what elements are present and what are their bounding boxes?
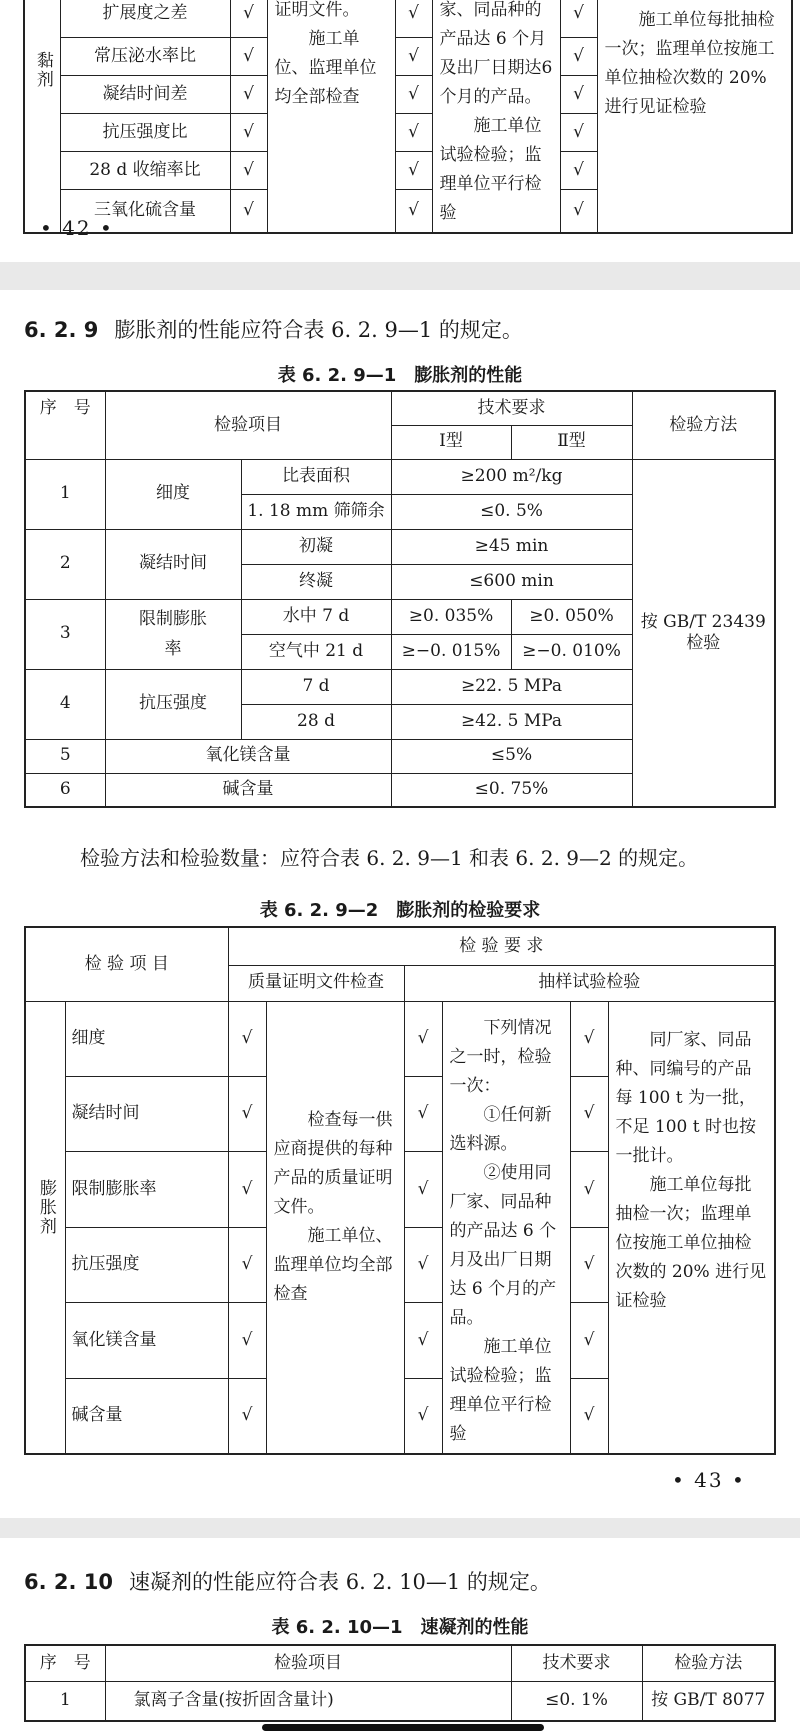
row-req-type1: ≥0. 035% [391, 599, 511, 634]
table-cell: 抗压强度比 [60, 113, 230, 151]
row-item: 抗压强度 [105, 669, 241, 739]
table-cell: 氧化镁含量 [65, 1303, 228, 1378]
check-mark: √ [395, 113, 432, 151]
header-cert: 质量证明文件检查 [228, 965, 404, 1001]
check-mark: √ [230, 151, 267, 189]
header-method: 检验方法 [632, 391, 775, 459]
header-requirement: 检 验 要 求 [228, 927, 775, 965]
check-mark: √ [560, 76, 597, 114]
row-req: ≥200 m²/kg [391, 459, 632, 494]
header-type2: Ⅱ型 [511, 425, 632, 459]
table-cell: 抗压强度 [65, 1227, 228, 1302]
check-mark: √ [228, 1227, 266, 1302]
row-item: 凝结时间 [105, 529, 241, 599]
header-item: 检验项目 [105, 1645, 511, 1681]
inspection-table [24, 926, 776, 1455]
header-item: 检 验 项 目 [25, 927, 228, 1001]
method-cell: 按 GB/T 23439 检验 [632, 459, 775, 807]
table-caption: 表 6. 2. 10—1 速凝剂的性能 [271, 1617, 529, 1638]
row-sub: 终凝 [241, 564, 391, 599]
table-cell: 碱含量 [65, 1378, 228, 1453]
table-caption: 表 6. 2. 9—2 膨胀剂的检验要求 [259, 900, 541, 921]
page42-side-label: 黏剂 [24, 0, 60, 233]
table-cell: 扩展度之差 [60, 0, 230, 38]
row-item: 细度 [105, 459, 241, 529]
row-no: 1 [25, 459, 105, 529]
header-requirement: 技术要求 [391, 391, 632, 425]
row-item: 碱含量 [105, 773, 391, 807]
section-number: 6. 2. 9 [24, 318, 99, 342]
check-mark: √ [404, 1303, 442, 1378]
table-cell: 限制膨胀率 [65, 1152, 228, 1227]
page-43 [0, 290, 800, 1518]
table-cell: 三氧化硫含量 [60, 189, 230, 233]
row-req: ≥45 min [391, 529, 632, 564]
check-mark: √ [404, 1001, 442, 1076]
check-mark: √ [228, 1378, 266, 1453]
table-cell: 凝结时间 [65, 1076, 228, 1151]
row-sub: 1. 18 mm 筛筛余 [241, 494, 391, 529]
cert-cell: 检查每一供应商提供的每种产品的质量证明文件。 施工单位、监理单位均全部检查 [266, 1001, 404, 1454]
row-req: ≤0. 1% [511, 1681, 642, 1721]
row-req-type1: ≥−0. 015% [391, 634, 511, 669]
check-mark: √ [230, 38, 267, 76]
check-mark: √ [570, 1303, 608, 1378]
row-item: 氧化镁含量 [105, 739, 391, 773]
page42-sample-cell: 家、同品种的产品达 6 个月及出厂日期达6 个月的产品。 施工单位试验检验；监理单位平行检验 [432, 0, 560, 233]
row-req: ≤600 min [391, 564, 632, 599]
check-mark: √ [404, 1227, 442, 1302]
row-req: ≤0. 75% [391, 773, 632, 807]
header-sample: 抽样试验检验 [404, 965, 775, 1001]
header-type1: Ⅰ型 [391, 425, 511, 459]
section-heading [24, 1566, 551, 1596]
row-no: 2 [25, 529, 105, 599]
row-req-type2: ≥0. 050% [511, 599, 632, 634]
page-44 [0, 1538, 800, 1731]
row-no: 5 [25, 739, 105, 773]
paragraph: 检验方法和检验数量：应符合表 6. 2. 9—1 和表 6. 2. 9—2 的规定。 [80, 846, 699, 870]
row-sub: 28 d [241, 704, 391, 739]
row-req: ≥42. 5 MPa [391, 704, 632, 739]
check-mark: √ [404, 1152, 442, 1227]
check-mark: √ [228, 1303, 266, 1378]
check-mark: √ [395, 151, 432, 189]
check-mark: √ [230, 76, 267, 114]
check-mark: √ [404, 1378, 442, 1453]
check-mark: √ [230, 189, 267, 233]
check-mark: √ [570, 1378, 608, 1453]
page-number: • 43 • [672, 1468, 746, 1492]
check-mark: √ [228, 1076, 266, 1151]
check-mark: √ [230, 113, 267, 151]
section-heading [24, 314, 523, 344]
row-no: 3 [25, 599, 105, 669]
header-no: 序 号 [25, 1645, 105, 1681]
check-mark: √ [230, 0, 267, 38]
row-req: ≥22. 5 MPa [391, 669, 632, 704]
row-sub: 水中 7 d [241, 599, 391, 634]
check-mark: √ [228, 1152, 266, 1227]
row-no: 6 [25, 773, 105, 807]
header-requirement: 技术要求 [511, 1645, 642, 1681]
page42-cert-cell: 证明文件。 施工单位、监理单位均全部检查 [267, 0, 395, 233]
sample-cell: 下列情况之一时，检验一次： ①任何新选料源。 ②使用同厂家、同品种的产品达 6 个月及出厂日期达 6 个月的产品。 施工单位试验检验；监理单位平行检验 [442, 1001, 570, 1454]
performance-table [24, 390, 776, 808]
check-mark: √ [560, 113, 597, 151]
check-mark: √ [395, 76, 432, 114]
row-method: 按 GB/T 8077 [642, 1681, 775, 1721]
check-mark: √ [560, 0, 597, 38]
check-mark: √ [395, 189, 432, 233]
check-mark: √ [570, 1076, 608, 1151]
check-mark: √ [570, 1001, 608, 1076]
header-item: 检验项目 [105, 391, 391, 459]
row-req: ≤5% [391, 739, 632, 773]
row-req: ≤0. 5% [391, 494, 632, 529]
table-cell: 细度 [65, 1001, 228, 1076]
row-no: 4 [25, 669, 105, 739]
check-mark: √ [560, 38, 597, 76]
row-sub: 比表面积 [241, 459, 391, 494]
row-no: 1 [25, 1681, 105, 1721]
check-mark: √ [570, 1152, 608, 1227]
row-req-type2: ≥−0. 010% [511, 634, 632, 669]
row-sub: 空气中 21 d [241, 634, 391, 669]
check-mark: √ [560, 189, 597, 233]
header-method: 检验方法 [642, 1645, 775, 1681]
section-text: 膨胀剂的性能应符合表 6. 2. 9—1 的规定。 [114, 318, 523, 342]
side-label: 膨胀剂 [25, 1001, 65, 1454]
table-cell: 常压泌水率比 [60, 38, 230, 76]
check-mark: √ [404, 1076, 442, 1151]
header-no: 序 号 [25, 391, 105, 459]
check-mark: √ [228, 1001, 266, 1076]
check-mark: √ [395, 38, 432, 76]
check-mark: √ [560, 151, 597, 189]
page-42 [0, 0, 800, 262]
page-number: • 42 • [40, 216, 114, 240]
section-text: 速凝剂的性能应符合表 6. 2. 10—1 的规定。 [129, 1570, 551, 1594]
row-item: 限制膨胀率 [105, 599, 241, 669]
redaction-bar [262, 1724, 544, 1731]
row-item: 氯离子含量(按折固含量计) [105, 1681, 511, 1721]
section-number: 6. 2. 10 [24, 1570, 114, 1594]
row-sub: 初凝 [241, 529, 391, 564]
table-caption: 表 6. 2. 9—1 膨胀剂的性能 [277, 365, 523, 386]
note-cell: 同厂家、同品种、同编号的产品每 100 t 为一批，不足 100 t 时也按一批计。 施工单位每批抽检一次；监理单位按施工单位抽检次数的 20% 进行见证检验 [608, 1001, 775, 1454]
check-mark: √ [570, 1227, 608, 1302]
table-cell: 28 d 收缩率比 [60, 151, 230, 189]
page42-note-cell: 施工单位每批抽检一次；监理单位按施工单位抽检次数的 20% 进行见证检验 [597, 0, 792, 233]
check-mark: √ [395, 0, 432, 38]
row-sub: 7 d [241, 669, 391, 704]
page42-table [23, 0, 793, 234]
accelerator-table [24, 1644, 776, 1722]
table-cell: 凝结时间差 [60, 76, 230, 114]
